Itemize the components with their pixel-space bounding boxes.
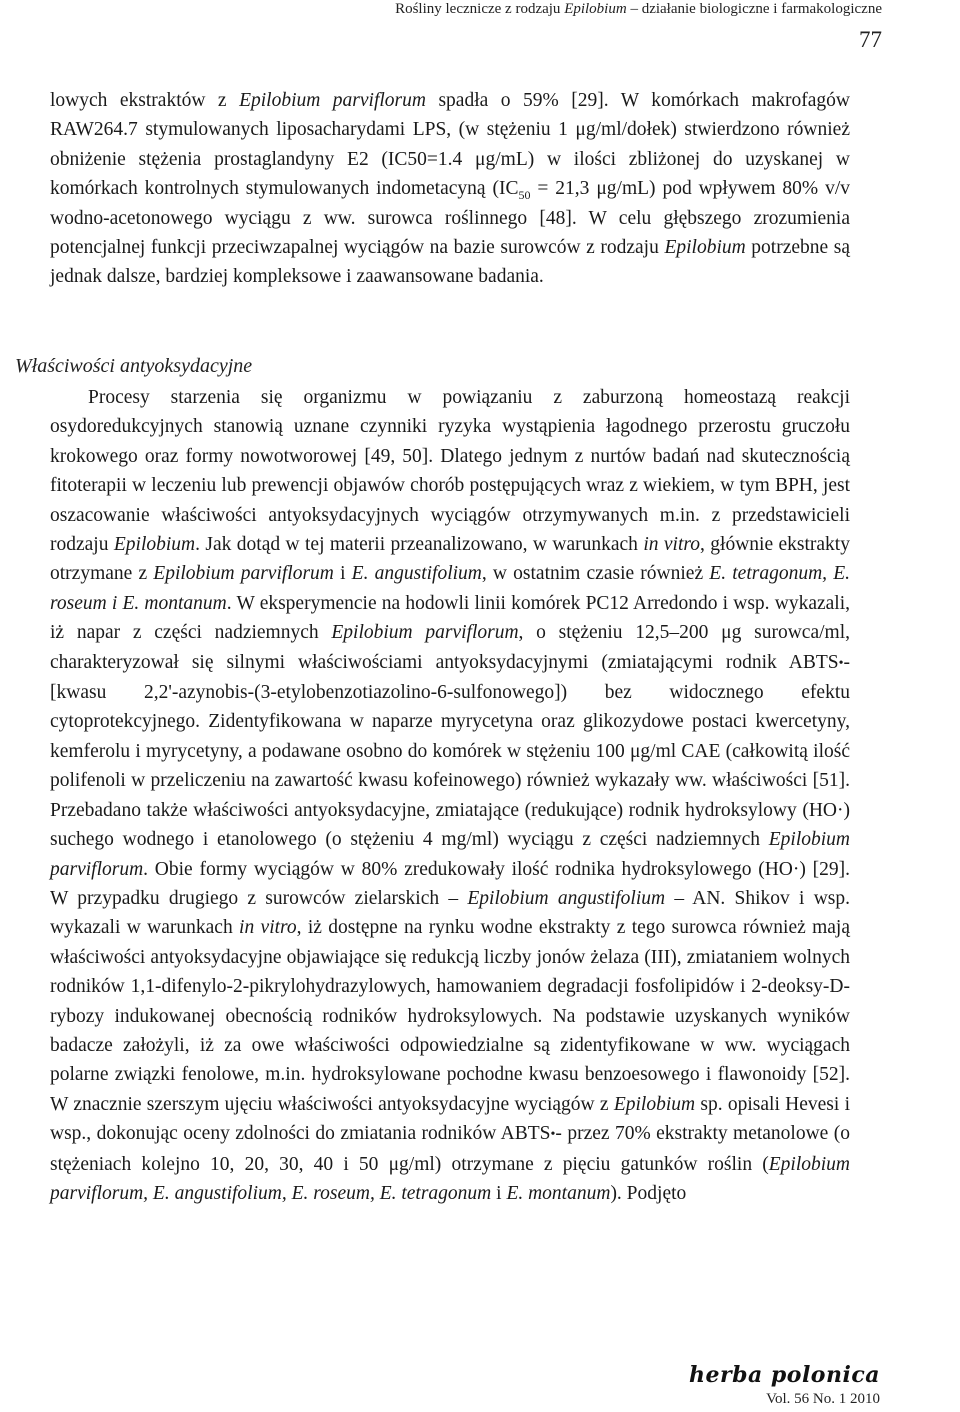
running-title-text: – działanie biologiczne i farmakologiczne bbox=[626, 1, 882, 17]
paragraph-antioxidant: Procesy starzenia się organizmu w powiązaniu z zaburzoną homeostazą reakcji osydoredukcyjnych stanowią uznane czynniki ryzyka wystąpienia łagodnego przerostu gruczołu krokowego oraz formy nowotworowej [49, 50]. Dlatego jednym z nurtów badań nad skutecznością fitoterapii w leczeniu lub prewencji objawów chorób postępujących wraz z wiekiem, w tym BPH, jest oszacowanie właściwości antyoksydacyjnych wyciągów otrzymywanych m.in. z przedstawicieli rodzaju Epilobium. Jak dotąd w tej materii przeanalizowano, w warunkach in vitro, głównie ekstrakty otrzymane z Epilobium parviflorum i E. angustifolium, w ostatnim czasie również E. tetragonum, E. roseum i E. montanum. W eksperymencie na hodowli linii komórek PC12 Arredondo i wsp. wykazali, iż napar z części nadziemnych Epilobium parviflorum, o stężeniu 12,5–200 μg surowca/ml, charakteryzował się silnymi właściwościami antyoksydacyjnymi (zmiatającymi rodnik ABTS•- [kwasu 2,2'-azynobis-(3-etylobenzotiazolino-6-sulfonowego]) bez widocznego efektu cytoprotekcyjnego. Zidentyfikowana w naparze myrycetyna oraz glikozydowe postaci kwercetyny, kemferolu i myrycetyny, a podawane osobno do komórek w stężeniu 100 μg/ml CAE (całkowitą ilość polifenoli w przeliczeniu na zawartość kwasu kofeinowego) również wykazały ww. właściwości [51]. Przebadano także właściwości antyoksydacyjne, zmiatające (redukujące) rodnik hydroksylowy (HO·) suchego wodnego i etanolowego (o stężeniu 4 mg/ml) wyciągu z części nadziemnych Epilobium parviflorum. Obie formy wyciągów w 80% zredukowały ilość rodnika hydroksylowego (HO·) [29]. W przypadku drugiego z surowców zielarskich – Epilobium angustifolium – AN. Shikov i wsp. wykazali w warunkach in vitro, iż dostępne na rynku wodne ekstrakty z tego surowca również mają właściwości antyoksydacyjne objawiające się redukcją liczby jonów żelaza (III), zmiataniem wolnych rodników 1,1-difenylo-2-pikrylohydrazylowych, hamowaniem degradacji fosfolipidów i 2-deoksy-D-rybozy indukowanej obecnością rodników hydroksylowych. Na podstawie uzyskanych wyników badacze założyli, iż za owe właściwości odpowiedzialne są zidentyfikowane w ww. wyciągach polarne związki fenolowe, m.in. hydroksylowane pochodne kwasu benzoesowego i flawonoidy [52]. W znacznie szerszym ujęciu właściwości antyoksydacyjne wyciągów z Epilobium sp. opisali Hevesi i wsp., dokonując oceny zdolności do zmiatania rodników ABTS•- przez 70% ekstrakty metanolowe (o stężeniach kolejno 10, 20, 30, 40 i 50 μg/ml) otrzymane z pięciu gatunków roślin (Epilobium parviflorum, E. angustifolium, E. roseum, E. tetragonum i E. montanum). Podjęto bbox=[50, 387, 851, 1204]
running-header bbox=[0, 0, 882, 18]
journal-logo: herba polonica bbox=[689, 1362, 880, 1388]
page-number: 77 bbox=[859, 27, 882, 52]
running-title-text: Rośliny lecznicze z rodzaju bbox=[395, 1, 565, 17]
section-heading: Właściwości antyoksydacyjne bbox=[15, 355, 253, 377]
running-title-genus: Epilobium bbox=[564, 1, 627, 17]
paragraph-continued: lowych ekstraktów z Epilobium parviflorum spadła o 59% [29]. W komórkach makrofagów RAW264.7 stymulowanych liposacharydami LPS, (w stężeniu 1 μg/ml/dołek) stwierdzono również obniżenie stężenia prostaglandyny E2 (IC50=1.4 μg/mL) w ilości zbliżonej do uzyskanej w komórkach kontrolnych stymulowanych indometacyną ($IC_{50} = 21,3$ μg/mL) pod wpływem 80% v/v wodno-acetonowego wyciągu z ww. surowca roślinnego [48]. W celu głębszego zrozumienia potencjalnej funkcji przeciwzapalnej wyciągów na bazie surowców z rodzaju Epilobium potrzebne są jednak dalsze, bardziej kompleksowe i zaawansowane badania. bbox=[50, 90, 850, 288]
journal-volume: Vol. 56 No. 1 2010 bbox=[766, 1391, 880, 1407]
